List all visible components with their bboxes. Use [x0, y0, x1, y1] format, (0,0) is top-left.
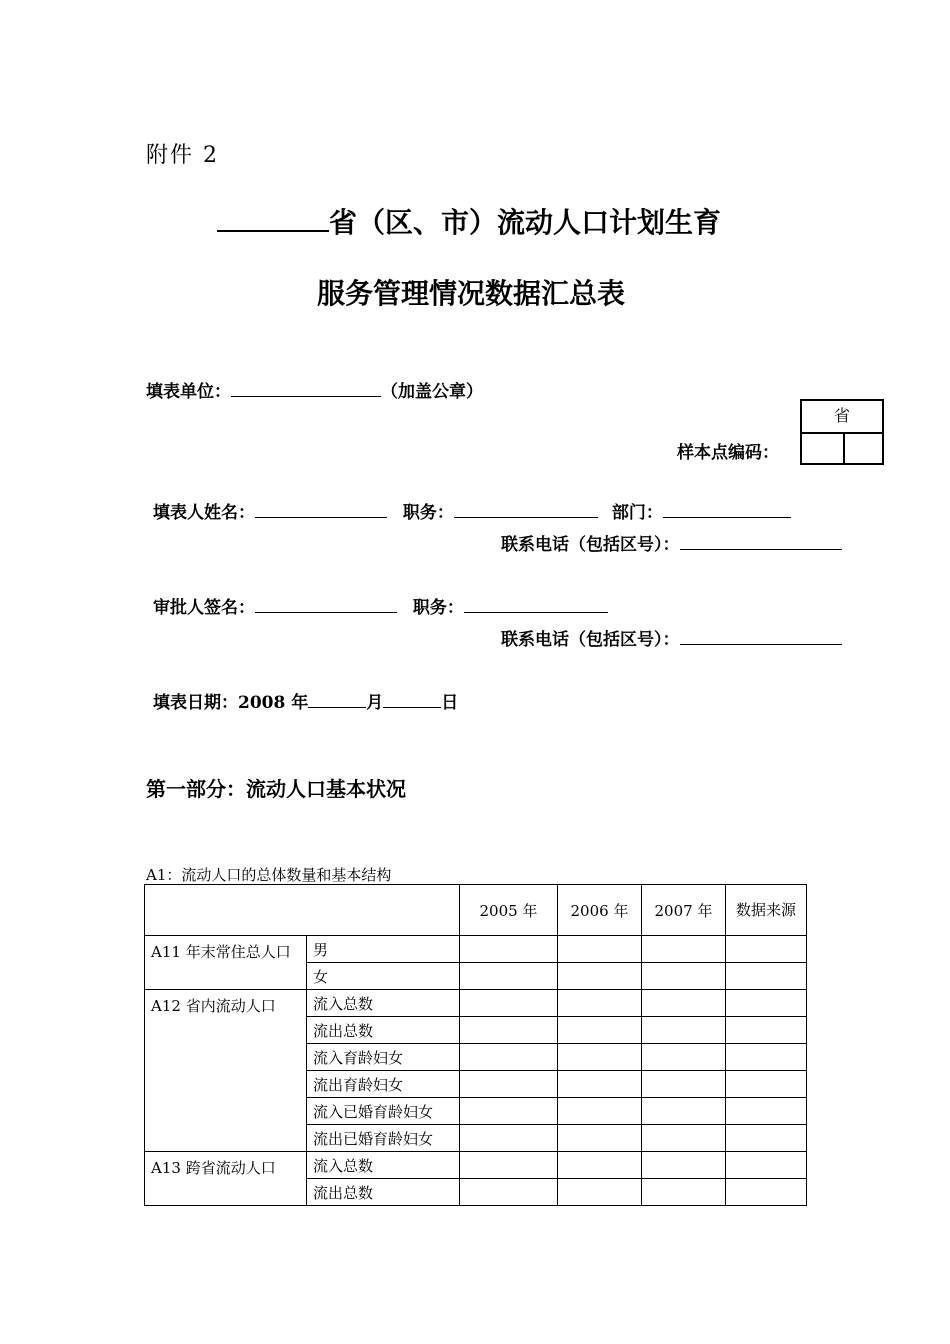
- filler-row: [153, 498, 791, 523]
- data-cell[interactable]: [460, 1071, 558, 1098]
- group-label-a12: A12 省内流动人口: [145, 990, 307, 1152]
- filler-phone-row: [501, 530, 842, 555]
- data-cell[interactable]: [642, 1017, 726, 1044]
- unit-blank[interactable]: [231, 378, 381, 397]
- data-cell[interactable]: [460, 990, 558, 1017]
- row-label: 流入育龄妇女: [307, 1044, 460, 1071]
- data-cell[interactable]: [460, 936, 558, 963]
- page-title-line1: 省（区、市）流动人口计划生育: [217, 200, 721, 241]
- data-cell[interactable]: [460, 1044, 558, 1071]
- table-row: [145, 936, 807, 963]
- data-cell[interactable]: [642, 936, 726, 963]
- approver-phone-label: 联系电话（包括区号）：: [501, 630, 680, 650]
- data-cell[interactable]: [558, 963, 642, 990]
- group-label-a11: A11 年末常住总人口: [145, 936, 307, 990]
- province-header: 省: [802, 401, 882, 434]
- date-label: 填表日期：: [153, 693, 238, 713]
- unit-row: [146, 377, 483, 402]
- data-cell[interactable]: [642, 1071, 726, 1098]
- group-label-a13: A13 跨省流动人口: [145, 1152, 307, 1206]
- data-cell[interactable]: [642, 963, 726, 990]
- col-header-2006: 2006 年: [558, 885, 642, 936]
- row-label: 男: [307, 936, 460, 963]
- data-cell[interactable]: [726, 1071, 807, 1098]
- province-blank[interactable]: [217, 200, 329, 232]
- approver-phone-row: [501, 625, 842, 650]
- header-blank-cell: [145, 885, 460, 936]
- data-cell[interactable]: [558, 1098, 642, 1125]
- position-blank[interactable]: [454, 499, 598, 518]
- row-label: 流入总数: [307, 1152, 460, 1179]
- data-cell[interactable]: [642, 1152, 726, 1179]
- data-cell[interactable]: [642, 990, 726, 1017]
- approver-row: [153, 593, 608, 618]
- row-label: 流出总数: [307, 1179, 460, 1206]
- data-cell[interactable]: [726, 990, 807, 1017]
- position-label: 职务：: [402, 503, 454, 523]
- month-text: 月: [366, 693, 384, 713]
- table-caption: A1：流动人口的总体数量和基本结构: [146, 866, 392, 884]
- approver-position-label: 职务：: [412, 598, 464, 618]
- unit-label: 填表单位：: [146, 382, 231, 402]
- data-cell[interactable]: [726, 1152, 807, 1179]
- row-label: 流入总数: [307, 990, 460, 1017]
- data-cell[interactable]: [558, 990, 642, 1017]
- data-cell[interactable]: [558, 1071, 642, 1098]
- data-cell[interactable]: [642, 1179, 726, 1206]
- table-row: [145, 1152, 807, 1179]
- year-text: 2008 年: [238, 693, 309, 713]
- date-row: [153, 688, 458, 713]
- row-label: 流出育龄妇女: [307, 1071, 460, 1098]
- sample-code-cell-2[interactable]: [843, 434, 885, 463]
- sample-code-cell-1[interactable]: [802, 434, 842, 463]
- section1-heading: 第一部分：流动人口基本状况: [146, 777, 406, 801]
- table-header-row: [145, 885, 807, 936]
- data-cell[interactable]: [642, 1044, 726, 1071]
- sample-code-label: 样本点编码：: [677, 443, 779, 463]
- col-header-source: 数据来源: [726, 885, 807, 936]
- data-cell[interactable]: [726, 963, 807, 990]
- day-text: 日: [441, 693, 459, 713]
- row-label: 流入已婚育龄妇女: [307, 1098, 460, 1125]
- phone-blank[interactable]: [680, 531, 842, 550]
- attachment-label: 附件 2: [146, 143, 219, 168]
- data-cell[interactable]: [460, 1179, 558, 1206]
- approver-phone-blank[interactable]: [680, 626, 842, 645]
- table-row: [145, 990, 807, 1017]
- data-cell[interactable]: [558, 936, 642, 963]
- approver-blank[interactable]: [255, 594, 397, 613]
- data-cell[interactable]: [460, 1098, 558, 1125]
- data-cell[interactable]: [726, 1179, 807, 1206]
- data-cell[interactable]: [460, 1017, 558, 1044]
- row-label: 女: [307, 963, 460, 990]
- filler-name-blank[interactable]: [255, 499, 387, 518]
- sample-code-box: [800, 399, 884, 465]
- data-cell[interactable]: [726, 1044, 807, 1071]
- data-cell[interactable]: [558, 1125, 642, 1152]
- row-label: 流出已婚育龄妇女: [307, 1125, 460, 1152]
- col-header-2007: 2007 年: [642, 885, 726, 936]
- filler-name-label: 填表人姓名：: [153, 503, 255, 523]
- day-blank[interactable]: [383, 689, 441, 708]
- month-blank[interactable]: [308, 689, 366, 708]
- seal-note: （加盖公章）: [381, 382, 483, 402]
- phone-label: 联系电话（包括区号）：: [501, 535, 680, 555]
- data-cell[interactable]: [558, 1017, 642, 1044]
- data-cell[interactable]: [642, 1098, 726, 1125]
- data-cell[interactable]: [460, 1125, 558, 1152]
- data-cell[interactable]: [726, 1098, 807, 1125]
- approver-position-blank[interactable]: [464, 594, 608, 613]
- data-cell[interactable]: [726, 936, 807, 963]
- data-cell[interactable]: [460, 963, 558, 990]
- row-label: 流出总数: [307, 1017, 460, 1044]
- data-cell[interactable]: [558, 1044, 642, 1071]
- data-cell[interactable]: [558, 1179, 642, 1206]
- approver-label: 审批人签名：: [153, 598, 255, 618]
- data-cell[interactable]: [558, 1152, 642, 1179]
- department-label: 部门：: [611, 503, 663, 523]
- data-cell[interactable]: [726, 1017, 807, 1044]
- data-cell[interactable]: [642, 1125, 726, 1152]
- col-header-2005: 2005 年: [460, 885, 558, 936]
- page-title-line2: 服务管理情况数据汇总表: [317, 277, 626, 310]
- data-cell[interactable]: [460, 1152, 558, 1179]
- department-blank[interactable]: [663, 499, 791, 518]
- data-cell[interactable]: [726, 1125, 807, 1152]
- a1-table: [144, 884, 807, 1206]
